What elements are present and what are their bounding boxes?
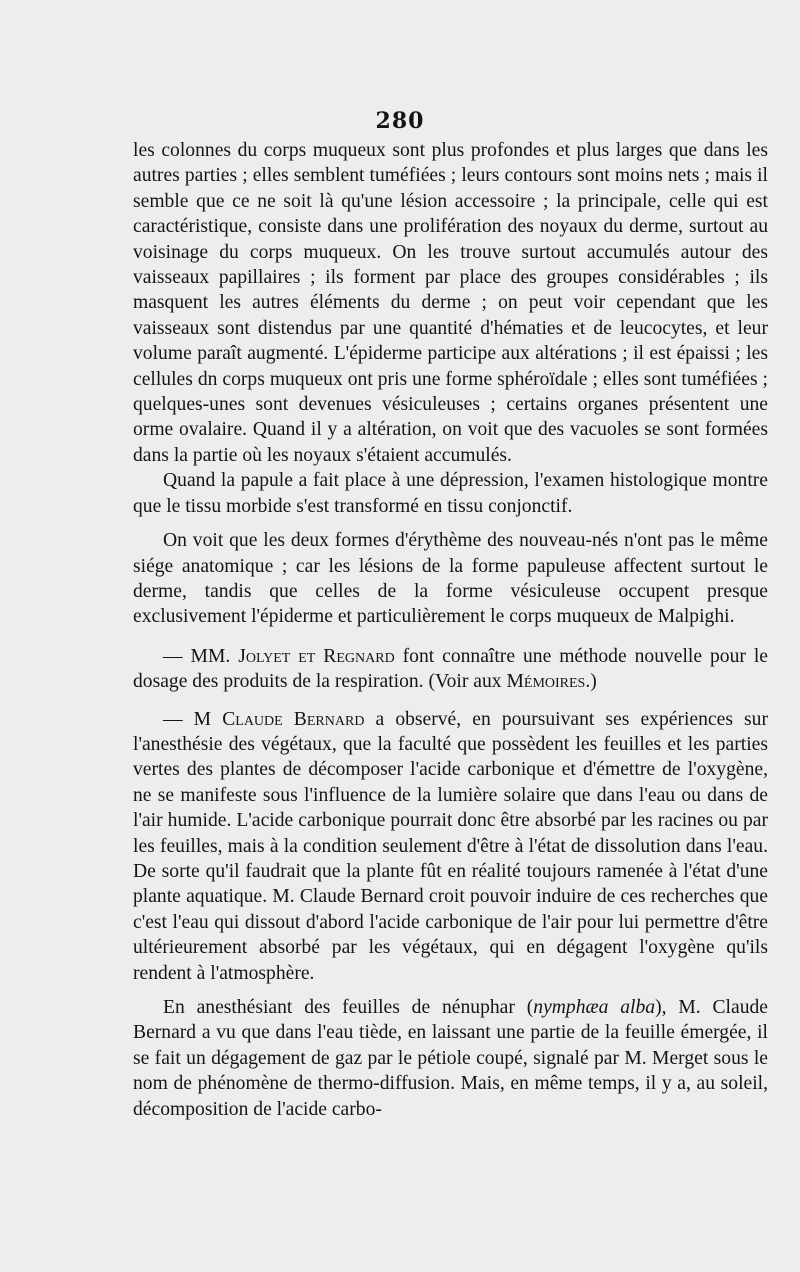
paragraph-nenuphar <box>133 995 768 1122</box>
paragraph-erythema-forms: On voit que les deux formes d'érythème des nouveau-nés n'ont pas le même siége anatomique ; car les lésions de la forme papuleuse affectent surtout le derme, tandis que celles de la forme vésiculeuse occupent presque exclusivement l'épiderme et particulièrement le corps muqueux de Malpighi. <box>133 530 768 628</box>
body-text <box>133 138 768 1122</box>
paragraph-histology-continuation: les colonnes du corps muqueux sont plus profondes et plus larges que dans les autres parties ; elles semblent tuméfiées ; leurs contours sont moins nets ; mais il semble que ce ne soit là qu'une lésion accessoire ; la principale, celle qui est caractéristique, consiste dans une prolifération des noyaux du derme, surtout au voisinage du corps muqueux. On les trouve surtout accumulés autour des vaisseaux papillaires ; ils forment par place des groupes considérables ; ils masquent les autres éléments du derme ; on peut voir cependant que les vaisseaux sont distendus par une quantité d'hématies et de leucocytes, et leur volume paraît augmenté. L'épiderme participe aux altérations ; il est épaissi ; les cellules dn corps muqueux ont pris une forme sphéroïdale ; elles sont tuméfiées ; quelques-unes sont devenues vésiculeuses ; certains organes présentent une orme ovalaire. Quand il y a altération, on voit que des vacuoles se sont formées dans la partie où les noyaux s'étaient accumulés. <box>133 140 768 466</box>
paragraph-jolyet-regnard <box>133 644 768 695</box>
p5-rest: a observé, en poursuivant ses expériences sur l'anesthésie des végétaux, que la faculté que possèdent les feuilles et les parties vertes des plantes de décomposer l'acide carbonique et d'émettre de l'oxygène, ne se manifeste sous l'influence de la lumière solaire que dans l'eau ou dans de l'air humide. L'acide carbonique pourrait donc être absorbé par les racines ou par les feuilles, mais à la condition seulement d'être à l'état de dissolution dans l'eau. De sorte qu'il faudrait que la plante fût en réalité toujours ramenée à l'état d'une plante aquatique. M. Claude Bernard croit pouvoir induire de ces recherches que c'est l'eau qui dissout d'abord l'acide carbonique de l'air pour lui permettre d'être ultérieurement absorbé par les végétaux, qui en dégagent l'oxygène qu'ils rendent à l'atmosphère. <box>133 708 768 984</box>
p6-before: En anesthésiant des feuilles de nénuphar ( <box>163 997 534 1018</box>
latin-name: nymphæa alba <box>533 997 656 1018</box>
p6-after: ), M. Claude Bernard a vu que dans l'eau tiède, en laissant une partie de la feuille émergée, il se fait un dégagement de gaz par le pétiole coupé, signalé par M. Merget sous le nom de phénomène de thermo-diffusion. Mais, en même temps, il y a, au soleil, décomposition de l'acide carbo- <box>133 997 768 1120</box>
memoires-reference: Mémoires <box>506 671 586 693</box>
paragraph-papule-depression: Quand la papule a fait place à une dépression, l'examen histologique montre que le tissu morbide s'est transformé en tissu conjonctif. <box>133 470 768 517</box>
author-names: Jolyet et Regnard <box>238 645 395 667</box>
p4-suffix: .) <box>585 671 597 693</box>
p4-prefix: — MM. <box>163 645 239 667</box>
claude-bernard-name: Claude Bernard <box>222 708 365 730</box>
page-number: 280 <box>375 108 425 134</box>
p4-middle: font connaître une méthode nouvelle pour le dosage des produits de la respiration. (Voir aux <box>133 645 768 693</box>
paragraph-claude-bernard <box>133 707 768 986</box>
p5-prefix: — M <box>163 708 223 730</box>
